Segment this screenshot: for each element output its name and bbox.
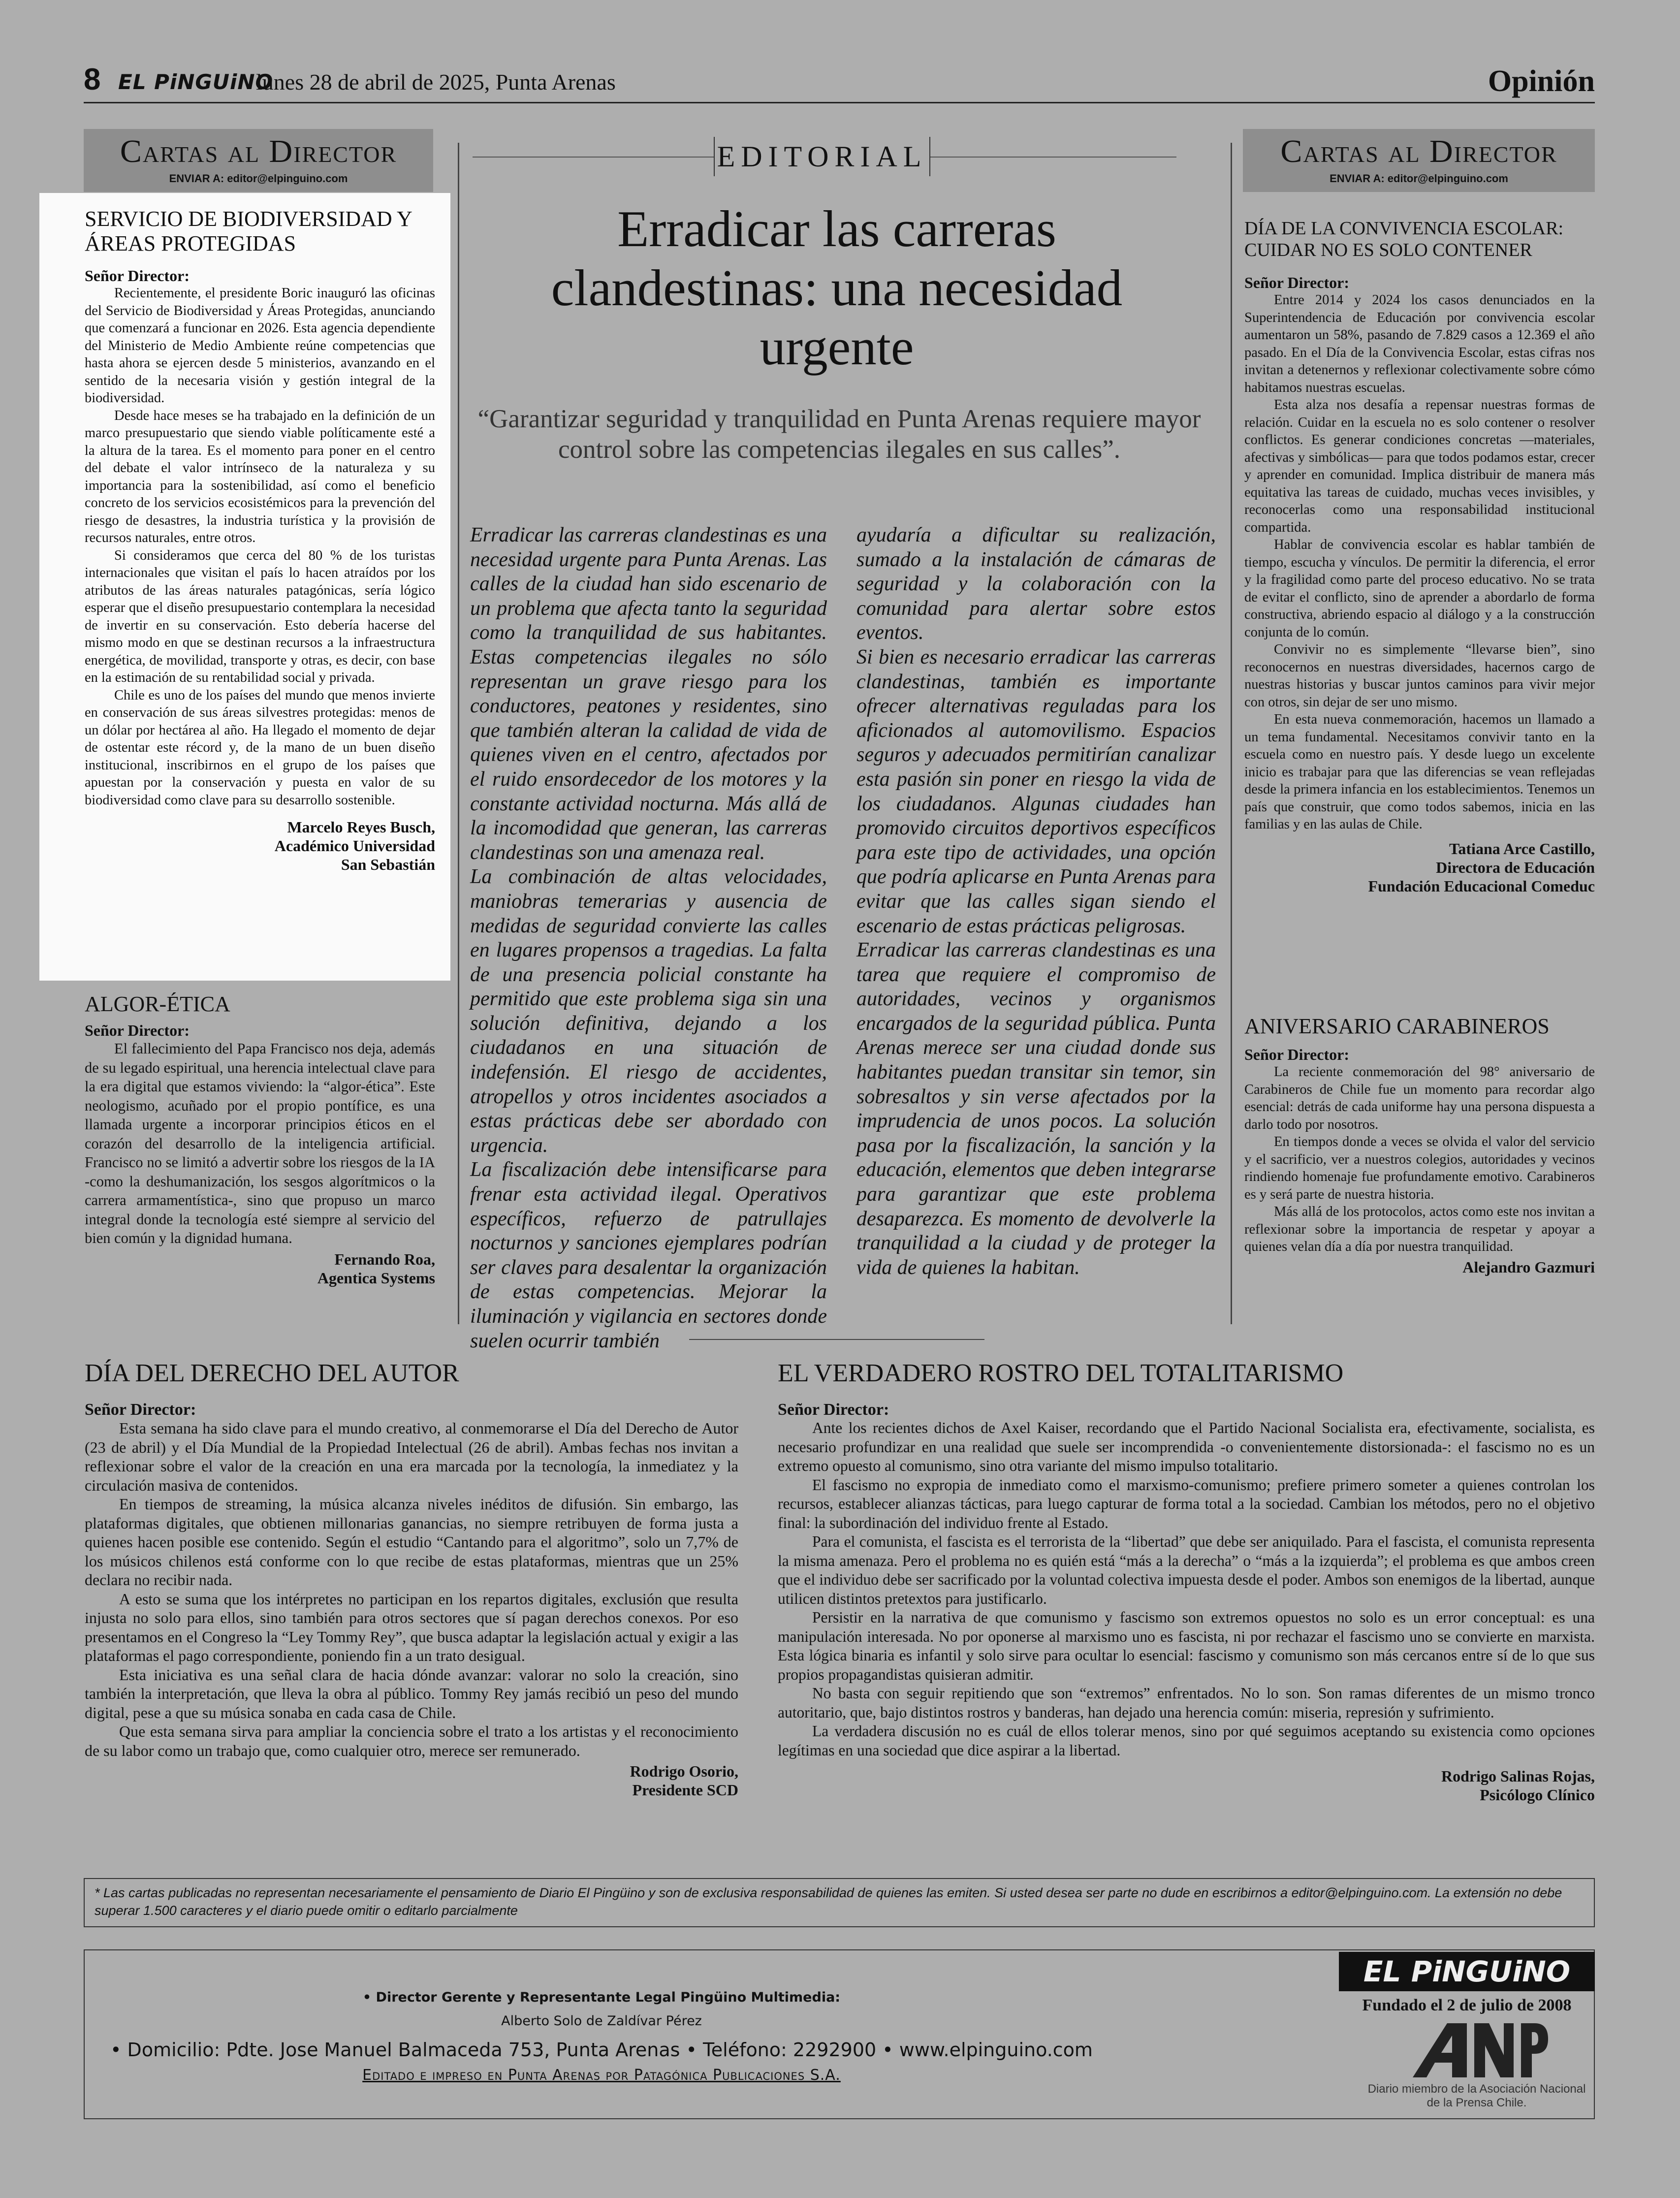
imprint-printer: Editado e impreso en Punta Arenas por Patagónica Publicaciones S.A. xyxy=(362,2067,841,2084)
issue-date: lunes 28 de abril de 2025, Punta Arenas xyxy=(256,69,616,95)
column-divider-right xyxy=(1231,143,1232,1324)
letter-paragraph: Convivir no es simplemente “llevarse bien”, sino reconocernos en nuestras diversidades, hacernos cargo de nuestras historias y buscar juntos caminos para vivir mejor con otros, sin dejar de ser uno mismo. xyxy=(1244,642,1595,710)
letter-signature: Rodrigo Salinas Rojas, Psicólogo Clínico xyxy=(1441,1767,1595,1804)
cartas-email[interactable]: ENVIAR A: editor@elpinguino.com xyxy=(169,172,348,185)
editorial-paragraph: Si bien es necesario erradicar las carreras clandestinas, también es importante ofrecer alternativas reguladas para los aficionados al automovilismo. Espacios seguros y adecuados permitirían canalizar esta pasión sin poner en riesgo la vida de los ciudadanos. Algunas ciudades han promovido circuitos deportivos específicos para este tipo de actividades, una opción que podría aplicarse en Punta Arenas para evitar que las calles sigan siendo el escenario de estas prácticas peligrosas. xyxy=(856,645,1216,937)
letter-paragraph: El fallecimiento del Papa Francisco nos deja, además de su legado espiritual, una herencia intelectual clave para la era digital que estamos viviendo: la “algor-ética”. Este neologismo, acuñado por el propio pontífice, es una llamada urgente a incorporar principios éticos en el corazón del desarrollo de la inteligencia artificial. Francisco no se limitó a advertir sobre los riesgos de la IA -como la deshumanización, los sesgos algorítmicos o la carrera armamentística-, sino que propuso un marco integral donde la tecnología esté siempre al servicio del bien común y la dignidad humana. xyxy=(85,1040,435,1246)
imprint-director-label: • Director Gerente y Representante Legal Pingüino Multimedia: xyxy=(362,1990,841,2005)
letter-salutation: Señor Director: xyxy=(85,1401,196,1419)
cartas-email[interactable]: ENVIAR A: editor@elpinguino.com xyxy=(1330,172,1508,185)
footer-logo: EL PiNGUiNO xyxy=(1339,1952,1595,1991)
letter-signature: Tatiana Arce Castillo, Directora de Educación Fundación Educacional Comeduc xyxy=(1368,839,1595,895)
editorial-pullquote: “Garantizar seguridad y tranquilidad en Punta Arenas requiere mayor control sobre las competencias ilegales en sus calles”. xyxy=(477,405,1201,464)
letter-title: ALGOR-ÉTICA xyxy=(85,992,230,1016)
letter-paragraph: Esta alza nos desafía a repensar nuestras formas de relación. Cuidar en la escuela no es solo contener o resolver conflictos. Es generar condiciones concretas —materiales, afectivas y simbólicas— para que todos podamos estar, crecer y aprender en comunidad. Implica distribuir de manera más equitativa las tareas de cuidado, muchas veces invisibles, y reconocerlas como una responsabilidad institucional compartida. xyxy=(1244,397,1595,535)
editorial-headline: Erradicar las carreras clandestinas: una necesidad urgente xyxy=(551,200,1123,376)
section-divider xyxy=(689,1339,984,1340)
letter-autor xyxy=(85,1359,738,1799)
letter-paragraph: Si consideramos que cerca del 80 % de los turistas internacionales que visitan el país lo hacen atraídos por los atributos de las áreas naturales patagónicas, sería lógico esperar que el diseño presupuestario contemplara la necesidad de invertir en su conservación. Esto debería hacerse del mismo modo en que se destinan recursos a la infraestructura energética, de movilidad, transporte y otras, es decir, con base en la estimación de su rentabilidad social y privada. xyxy=(85,547,435,685)
imprint-address[interactable]: • Domicilio: Pdte. Jose Manuel Balmaceda 753, Punta Arenas • Teléfono: 2292900 • www.elpinguino.com xyxy=(110,2039,1093,2061)
letter-paragraph: A esto se suma que los intérpretes no participan en los repartos digitales, exclusión que resulta injusta no solo para ellos, sino también para otros sectores que sí pagan derechos conexos. Por eso presentamos en el Congreso la “Ley Tommy Rey”, que busca adaptar la legislación actual y exigir a las plataformas el pago correspondiente, poniendo fin a un trato desigual. xyxy=(85,1590,738,1664)
letter-paragraph: Esta iniciativa es una señal clara de hacia dónde avanzar: valorar no solo la creación, sino también la interpretación, que lleva la obra al público. Tommy Rey jamás recibió un peso del mundo digital, pese a que su música sonaba en cada casa de Chile. xyxy=(85,1665,738,1721)
letter-paragraph: La verdadera discusión no es cuál de ellos tolerar menos, sino por qué seguimos aceptando su existencia como opciones legítimas en una sociedad que dice aspirar a la libertad. xyxy=(778,1722,1595,1759)
editorial-paragraph: Erradicar las carreras clandestinas es una tarea que requiere el compromiso de autoridades, vecinos y organismos encargados de la seguridad pública. Punta Arenas merece ser una ciudad donde sus habitantes puedan transitar sin temor, sin sobresaltos y sin verse afectados por la imprudencia de unos pocos. La solución pasa por la fiscalización, la sanción y la educación, elementos que deben integrarse para garantizar que este problema desaparezca. Es momento de devolverle la tranquilidad a la ciudad y de proteger la vida de quienes la habitan. xyxy=(856,939,1216,1279)
letter-paragraph: Para el comunista, el fascista es el terrorista de la “libertad” que debe ser aniquilado. Para el fascista, el comunista representa la misma amenaza. Pero el problema no es quién está “más a la derecha” o “más a la izquierda”; el problema es que ambos creen que el individuo debe ser sacrificado por la voluntad colectiva impuesta desde el poder. Ambos son enemigos de la libertad, aunque utilicen distintos pretextos para justificarlo. xyxy=(778,1533,1595,1607)
anp-member-text: Diario miembro de la Asociación Nacional de la Prensa Chile. xyxy=(1367,2082,1586,2109)
letter-title: EL VERDADERO ROSTRO DEL TOTALITARISMO xyxy=(778,1359,1344,1387)
letter-carabineros xyxy=(1244,1014,1595,1276)
anp-logo-icon xyxy=(1403,2018,1551,2082)
letter-paragraph: No basta con seguir repitiendo que son “extremos” enfrentados. No lo son. Son ramas diferentes de un mismo tronco autoritario, que, bajo distintos rostros y banderas, han dejado una herencia común: miseria, represión y sufrimiento. xyxy=(778,1685,1595,1721)
letter-paragraph: La reciente conmemoración del 98° aniversario de Carabineros de Chile fue un momento para recordar algo esencial: detrás de cada uniforme hay una persona dispuesta a darlo todo por nosotros. xyxy=(1244,1064,1595,1132)
letter-salutation: Señor Director: xyxy=(85,1021,190,1039)
editorial-paragraph: ayudaría a dificultar su realización, sumado a la instalación de cámaras de seguridad y la colaboración con la comunidad para alertar sobre estos eventos. xyxy=(856,524,1216,644)
page-header xyxy=(84,59,1595,103)
letter-title: DÍA DE LA CONVIVENCIA ESCOLAR: CUIDAR NO ES SOLO CONTENER xyxy=(1244,218,1564,260)
letter-paragraph: Hablar de convivencia escolar es hablar también de tiempo, escucha y vínculos. De permitir la diferencia, el error y la fragilidad como parte del proceso educativo. No se trata de evitar el conflicto, sino de aprender a abordarlo de forma constructiva, abriendo espacio al diálogo y a la construcción conjunta de lo común. xyxy=(1244,537,1595,640)
editorial-paragraph: Erradicar las carreras clandestinas es una necesidad urgente para Punta Arenas. Las calles de la ciudad han sido escenario de un problema que afecta tanto la seguridad como la tranquilidad de sus habitantes. Estas competencias ilegales no sólo representan un grave riesgo para los conductores, peatones y residentes, sino que también alteran la calidad de vida de quienes viven en el centro, afectados por el ruido ensordecedor de los motores y la constante actividad nocturna. Más allá de la incomodidad que generan, las carreras clandestinas son una amenaza real. xyxy=(470,524,827,864)
editorial-column-1 xyxy=(470,523,827,1353)
cartas-header-left xyxy=(84,129,433,192)
letter-signature: Marcelo Reyes Busch, Académico Universidad San Sebastián xyxy=(274,818,435,873)
letter-salutation: Señor Director: xyxy=(778,1401,889,1419)
editorial-paragraph: La combinación de altas velocidades, maniobras temerarias y ausencia de medidas de seguridad convierte las calles en lugares propensos a tragedias. La falta de una presencia policial constante ha permitido que este problema siga sin una solución definitiva, dejando a los ciudadanos en una situación de indefensión. El riesgo de accidentes, atropellos y otros incidentes asociados a estas prácticas debe ser abordado con urgencia. xyxy=(470,865,827,1157)
letter-convivencia xyxy=(1244,218,1595,895)
letter-algoretica xyxy=(85,992,435,1287)
letter-signature: Alejandro Gazmuri xyxy=(1462,1258,1595,1276)
editorial-label: EDITORIAL xyxy=(714,132,930,181)
cartas-header-right xyxy=(1243,129,1595,192)
founded-date: Fundado el 2 de julio de 2008 xyxy=(1362,1996,1572,2014)
section-title: Opinión xyxy=(1488,64,1595,98)
letter-signature: Rodrigo Osorio, Presidente SCD xyxy=(630,1762,738,1799)
letter-paragraph: Ante los recientes dichos de Axel Kaiser, recordando que el Partido Nacional Socialista era, efectivamente, socialista, es necesario profundizar en una realidad que suele ser incomprendida -o convenientemente distorsionada-: el fascismo no es un extremo opuesto al comunismo, sino otra variante del mismo impulso totalitario. xyxy=(778,1419,1595,1474)
letter-paragraph: El fascismo no expropia de inmediato como el marxismo-comunismo; prefiere primero someter a quienes controlan los recursos, establecer alianzas tácticas, para luego capturar de forma total a la sociedad. Cambian los métodos, pero no el objetivo final: la subordinación del individuo frente al Estado. xyxy=(778,1476,1595,1531)
letter-paragraph: Persistir en la narrativa de que comunismo y fascismo son extremos opuestos no solo es un error conceptual: es una manipulación interesada. No por oponerse al marxismo uno es fascista, ni por rechazar el fascismo uno se convierte en marxista. Esta lógica binaria es infantil y solo sirve para ocultar lo esencial: fascismo y comunismo son más cercanos entre sí de lo que sus propios propagandistas quisieran admitir. xyxy=(778,1609,1595,1683)
letter-paragraph: Entre 2014 y 2024 los casos denunciados en la Superintendencia de Educación por convivencia escolar aumentaron un 58%, pasando de 7.829 casos a 12.369 el año pasado. En el Día de la Convivencia Escolar, estas cifras nos invitan a detenernos y reflexionar colectivamente sobre cómo habitamos nuestras escuelas. xyxy=(1244,292,1595,395)
letter-title: ANIVERSARIO CARABINEROS xyxy=(1244,1014,1550,1038)
cartas-title: Cartas al Director xyxy=(120,133,397,169)
cartas-title: Cartas al Director xyxy=(1280,133,1557,169)
letter-paragraph: Recientemente, el presidente Boric inauguró las oficinas del Servicio de Biodiversidad y Áreas Protegidas, anunciando que comenzará a funcionar en 2026. Esta agencia dependiente del Ministerio de Medio Ambiente reúne competencias que hasta ahora se ejercen desde 5 ministerios, avanzando en el sentido de la necesaria visión y gestión integral de la biodiversidad. xyxy=(85,286,435,406)
letter-paragraph: En esta nueva conmemoración, hacemos un llamado a un tema fundamental. Necesitamos convivir tanto en la escuela como en nuestro país. Y desde luego un excelente inicio es trabajar para que las diferencias se vean reflejadas desde la primera infancia en los establecimientos. Tenemos un país que construir, que como todos sabemos, inicia en las familias y en las aulas de Chile. xyxy=(1244,712,1595,832)
masthead-brand: EL PiNGUiNO xyxy=(118,70,274,94)
letter-biodiversidad xyxy=(85,207,435,874)
page-number: 8 xyxy=(84,63,101,96)
letter-paragraph: Que esta semana sirva para ampliar la conciencia sobre el trato a los artistas y el reconocimiento de su labor como un trabajo que, como cualquier otro, merece ser remunerado. xyxy=(85,1722,738,1759)
letter-totalitarismo xyxy=(778,1359,1595,1804)
editorial-rule-right xyxy=(930,157,1176,158)
letter-salutation: Señor Director: xyxy=(1244,1046,1349,1063)
letter-salutation: Señor Director: xyxy=(85,267,190,285)
letter-salutation: Señor Director: xyxy=(1244,274,1349,291)
column-divider-left xyxy=(458,143,459,1324)
editorial-rule-left xyxy=(473,157,714,158)
letter-paragraph: En tiempos donde a veces se olvida el valor del servicio y el sacrificio, ver a nuestros colegios, autoridades y vecinos rindiendo homenaje fue profundamente emotivo. Carabineros es y será parte de nuestra historia. xyxy=(1244,1134,1595,1202)
letter-paragraph: Desde hace meses se ha trabajado en la definición de un marco presupuestario que siendo viable políticamente esté a la altura de la tarea. Es el momento para poner en el centro del debate el valor intrínseco de la naturaleza y su importancia para la sostenibilidad, así como el beneficio concreto de los servicios ecosistémicos para la prevención del riesgo de desastres, la industria turística y la provisión de recursos naturales, entre otros. xyxy=(85,408,435,545)
letter-paragraph: Chile es uno de los países del mundo que menos invierte en conservación de sus áreas silvestres protegidas: menos de un dólar por hectárea al año. Ha llegado el momento de dejar de ostentar este récord y, de la mano de un buen diseño institucional, inscribirnos en el grupo de los países que apuestan por la conservación y puesta en valor de su biodiversidad como clave para su desarrollo sostenible. xyxy=(85,687,435,808)
letter-paragraph: Más allá de los protocolos, actos como este nos invitan a reflexionar sobre la importancia de respetar y apoyar a quienes velan día a día por nuestra tranquilidad. xyxy=(1244,1204,1595,1254)
letter-paragraph: En tiempos de streaming, la música alcanza niveles inéditos de difusión. Sin embargo, las plataformas digitales, que obtienen millonarias ganancias, no siempre retribuyen de forma justa a quienes hacen posible ese contenido. Según el estudio “Cantando para el algoritmo”, solo un 7,7% de los músicos chilenos está conforme con lo que recibe de estas plataformas, mientras que un 25% declara no recibir nada. xyxy=(85,1495,738,1589)
imprint-director-name: Alberto Solo de Zaldívar Pérez xyxy=(501,2013,702,2029)
disclaimer-box: * Las cartas publicadas no representan necesariamente el pensamiento de Diario El Pingüino y son de exclusiva responsabilidad de quienes las emiten. Si usted desea ser parte no dude en escribirnos a editor@elpinguino.com. La extensión no debe superar 1.500 caracteres y el diario puede omitir o editarlo parcialmente xyxy=(84,1878,1595,1927)
letter-signature: Fernando Roa, Agentica Systems xyxy=(317,1250,435,1287)
editorial-paragraph: La fiscalización debe intensificarse para frenar esta actividad ilegal. Operativos específicos, refuerzo de patrullajes nocturnos y sanciones ejemplares podrían ser claves para desalentar la organización de estas competencias. Mejorar la iluminación y vigilancia en sectores donde suelen ocurrir también xyxy=(470,1158,827,1352)
editorial-column-2 xyxy=(856,523,1216,1280)
letter-paragraph: Esta semana ha sido clave para el mundo creativo, al conmemorarse el Día del Derecho de Autor (23 de abril) y el Día Mundial de la Propiedad Intelectual (26 de abril). Ambas fechas nos invitan a reflexionar sobre el valor de la creación en una era marcada por la tecnología, la inmediatez y la circulación masiva de contenidos. xyxy=(85,1419,738,1494)
letter-title: SERVICIO DE BIODIVERSIDAD Y ÁREAS PROTEGIDAS xyxy=(85,207,412,255)
letter-title: DÍA DEL DERECHO DEL AUTOR xyxy=(85,1359,459,1387)
